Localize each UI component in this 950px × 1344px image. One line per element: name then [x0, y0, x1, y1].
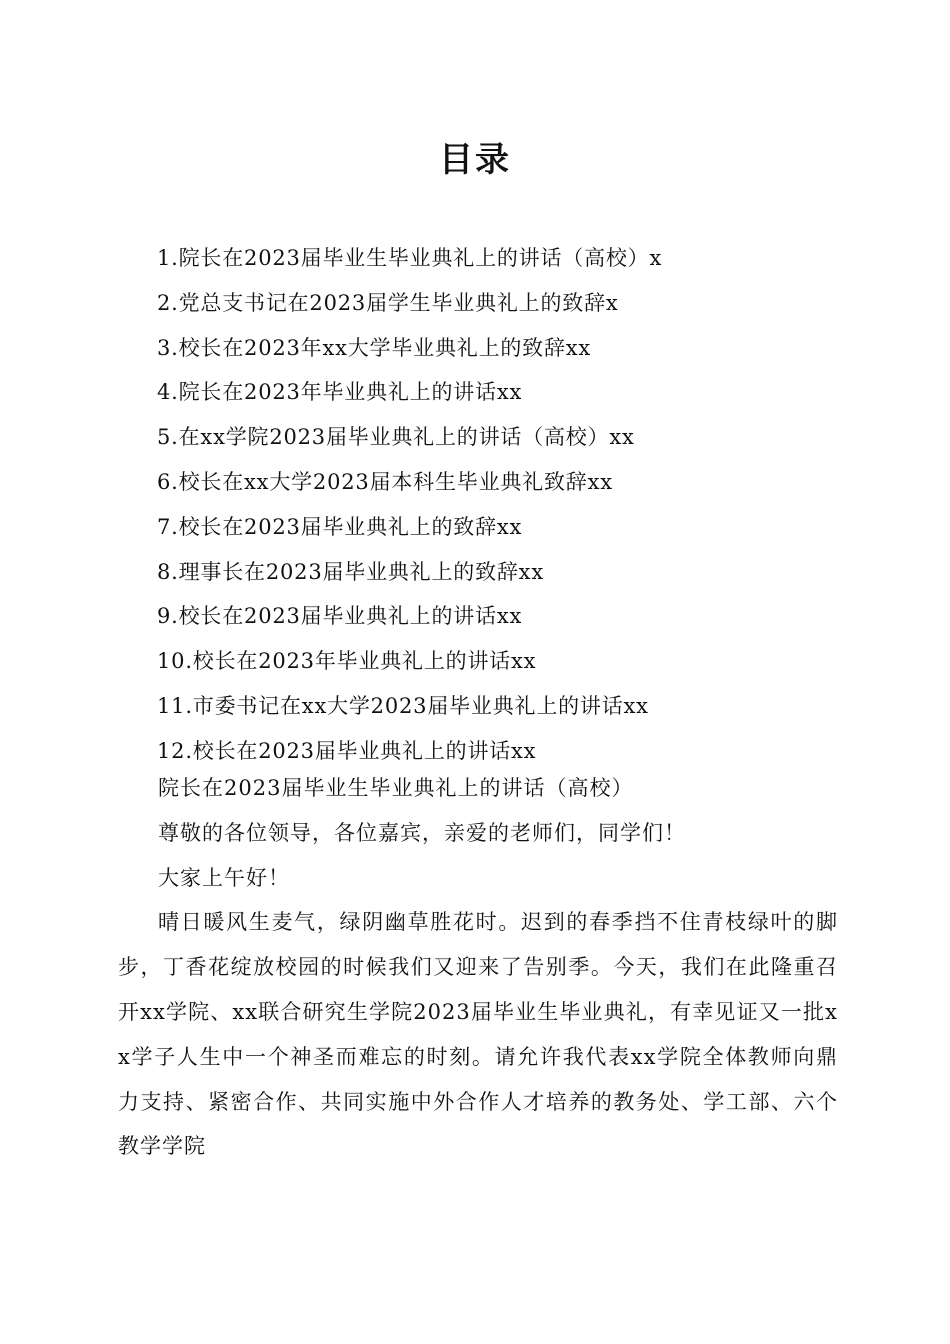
greeting: 大家上午好！	[158, 865, 290, 890]
toc-item: 3.校长在2023年xx大学毕业典礼上的致辞xx	[157, 335, 592, 360]
body-paragraph: 晴日暖风生麦气，绿阴幽草胜花时。迟到的春季挡不住青枝绿叶的脚步，丁香花绽放校园的时候我们又迎来了告别季。今天，我们在此隆重召开xx学院、xx联合研究生学院2023届毕业生毕业典礼，有幸见证又一批xx学子人生中一个神圣而难忘的时刻。请允许我代表xx学院全体教师向鼎力支持、紧密合作、共同实施中外合作人才培养的教务处、学工部、六个教学学院	[118, 910, 838, 1159]
toc-item: 8.理事长在2023届毕业典礼上的致辞xx	[157, 559, 544, 584]
speech-body	[118, 766, 838, 1169]
toc-item: 5.在xx学院2023届毕业典礼上的讲话（高校）xx	[157, 425, 635, 450]
salutation: 尊敬的各位领导，各位嘉宾，亲爱的老师们，同学们！	[158, 820, 686, 845]
toc-item: 6.校长在xx大学2023届本科生毕业典礼致辞xx	[157, 469, 613, 494]
toc-item: 12.校长在2023届毕业典礼上的讲话xx	[157, 738, 537, 763]
toc-item: 11.市委书记在xx大学2023届毕业典礼上的讲话xx	[157, 693, 649, 718]
toc-item: 7.校长在2023届毕业典礼上的致辞xx	[157, 514, 523, 539]
toc-item: 10.校长在2023年毕业典礼上的讲话xx	[157, 649, 537, 674]
toc-item: 4.院长在2023年毕业典礼上的讲话xx	[157, 380, 523, 405]
toc-item: 1.院长在2023届毕业生毕业典礼上的讲话（高校）x	[157, 246, 663, 270]
page-title: 目录	[439, 140, 511, 180]
table-of-contents	[157, 236, 857, 774]
toc-item: 2.党总支书记在2023届学生毕业典礼上的致辞x	[157, 290, 619, 315]
speech-heading: 院长在2023届毕业生毕业典礼上的讲话（高校）	[158, 776, 634, 800]
toc-item: 9.校长在2023届毕业典礼上的讲话xx	[157, 604, 523, 629]
